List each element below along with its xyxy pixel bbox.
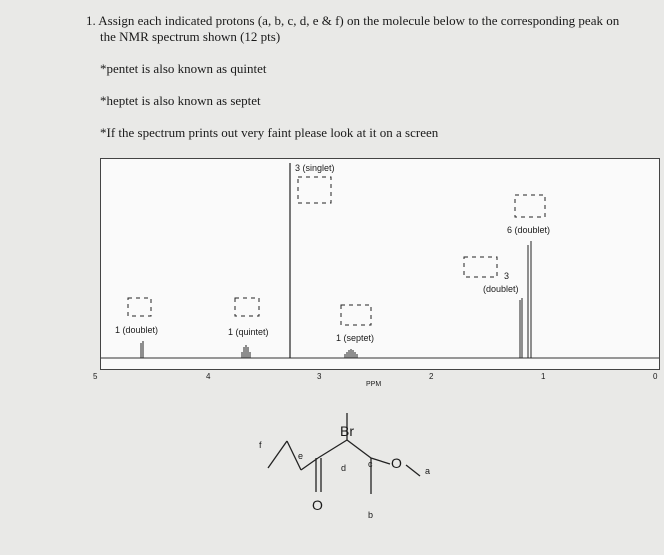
question-line-1: 1. Assign each indicated protons (a, b, c, d, e & f) on the molecule below to the corresponding peak on: [86, 13, 620, 28]
peak-label-septet: 1 (septet): [336, 333, 375, 343]
proton-label-d: d: [341, 463, 347, 473]
bromine-atom: Br: [340, 423, 354, 439]
nmr-spectrum: [100, 158, 660, 370]
axis-unit-label: PPM: [366, 381, 382, 388]
axis-tick-4: 4: [206, 372, 211, 381]
proton-label-a: a: [425, 466, 431, 476]
peak-label-doublet-3h: (doublet): [483, 284, 519, 294]
note-heptet: *heptet is also known as septet: [100, 93, 261, 108]
axis-tick-5: 5: [93, 372, 98, 381]
answer-box-4: [341, 305, 371, 325]
proton-label-c: c: [368, 459, 373, 469]
peak-label-doublet-6h: 6 (doublet): [507, 225, 551, 235]
spectrum-drawing: [101, 159, 659, 369]
answer-box-1: [128, 298, 151, 316]
answer-box-2: [235, 298, 259, 316]
bond-line: [406, 465, 420, 476]
axis-tick-3: 3: [317, 372, 322, 381]
note-faint-print: *If the spectrum prints out very faint please look at it on a screen: [100, 125, 439, 140]
answer-box-5: [464, 257, 497, 277]
proton-label-e: e: [298, 451, 304, 461]
axis-tick-0: 0: [653, 372, 658, 381]
peak-label-singlet: 3 (singlet): [295, 163, 335, 173]
question-line-2: the NMR spectrum shown (12 pts): [100, 29, 281, 44]
bond-line: [268, 441, 287, 468]
note-pentet: *pentet is also known as quintet: [100, 61, 267, 76]
bond-line: [347, 440, 371, 458]
axis-tick-1: 1: [541, 372, 546, 381]
bond-line: [371, 458, 390, 464]
peak-label-doublet-3h-count: 3: [504, 271, 510, 281]
proton-label-b: b: [368, 510, 374, 520]
bond-line: [301, 458, 318, 470]
answer-box-6: [515, 195, 545, 217]
bond-line: [287, 441, 304, 470]
carbonyl-oxygen-atom: O: [312, 497, 323, 513]
answer-box-3: [298, 177, 331, 203]
proton-label-f: f: [259, 440, 262, 450]
bond-line: [318, 440, 347, 458]
axis-tick-2: 2: [429, 372, 434, 381]
peak-label-quintet: 1 (quintet): [228, 327, 269, 337]
ether-oxygen-atom: O: [391, 455, 402, 471]
peak-label-doublet-1: 1 (doublet): [115, 325, 159, 335]
